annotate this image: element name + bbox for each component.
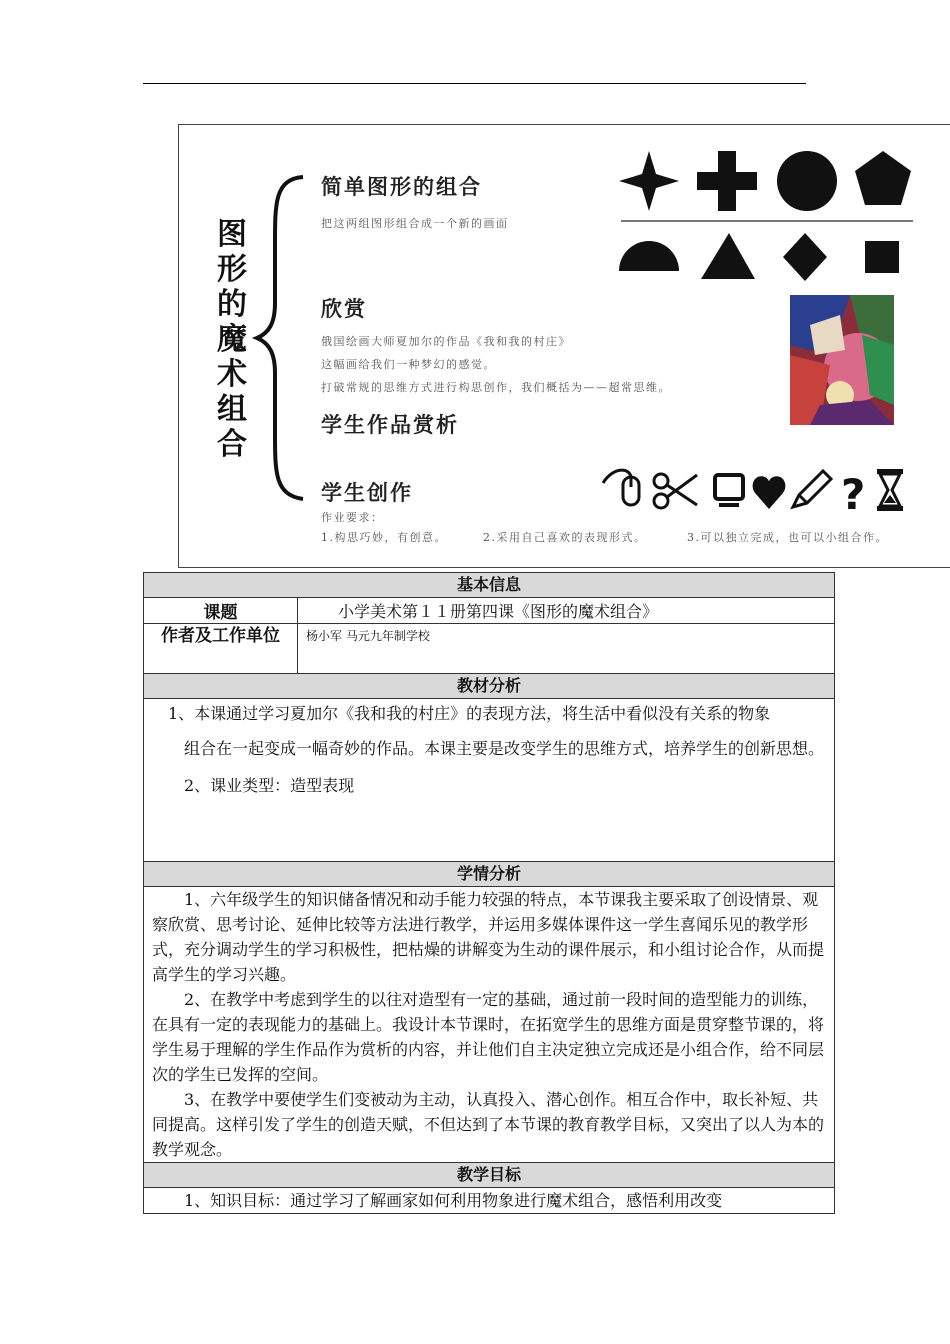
chagall-painting: [790, 295, 894, 425]
monitor-icon: [715, 475, 743, 505]
appreciation-line-2: 这幅画给我们一种梦幻的感觉。: [321, 358, 496, 371]
student-paragraph-2: 2、在教学中考虑到学生的以往对造型有一定的基础，通过前一段时间的造型能力的训练，在具有一定的表现能力的基础上。我设计本节课时，在拓宽学生的思维方面是贯穿整节课的，将学生易于理解的学生作品作为赏析的内容，并让他们自主决定独立完成还是小组合作，给不同层次的学生已发挥的空间。: [152, 990, 825, 1084]
section-text-shapes: 把这两组图形组合成一个新的画面: [321, 217, 509, 230]
section-heading-appreciation: 欣赏: [321, 297, 367, 321]
goal-paragraph-1: 1、知识目标：通过学习了解画家如何利用物象进行魔术组合，感悟利用改变: [184, 1191, 723, 1210]
material-analysis-header: 教材分析: [144, 674, 835, 699]
topic-label: 课题: [144, 598, 298, 624]
pencil-icon: [793, 471, 831, 507]
lesson-plan-table: [143, 572, 835, 1214]
student-analysis-body: [144, 887, 835, 1163]
hourglass-icon: [877, 469, 903, 511]
tool-icons: [599, 465, 919, 515]
author-value: 杨小军 马元九年制学校: [298, 624, 835, 674]
lesson-banner: [178, 124, 950, 568]
requirement-3: 3.可以独立完成，也可以小组合作。: [687, 531, 888, 544]
banner-vertical-title: 图形的魔术组合: [217, 217, 247, 462]
curly-brace: [251, 173, 311, 503]
material-paragraph-1: 1、本课通过学习夏加尔《我和我的村庄》的表现方法，将生活中看似没有关系的物象: [168, 704, 771, 723]
pentagon-icon: [855, 151, 911, 205]
teaching-goals-header: 教学目标: [144, 1163, 835, 1188]
question-icon: ?: [841, 470, 866, 515]
appreciation-line-3: 打破常规的思维方式进行构思创作，我们概括为——超常思维。: [321, 381, 671, 394]
requirement-1: 1.构思巧妙，有创意。: [321, 531, 447, 544]
section-heading-creation: 学生创作: [321, 481, 413, 505]
requirement-2: 2.采用自己喜欢的表现形式。: [483, 531, 647, 544]
material-paragraph-3: 2、课业类型：造型表现: [184, 776, 355, 795]
top-rule: [143, 83, 806, 84]
square-icon: [865, 241, 899, 273]
diamond-icon: [783, 233, 827, 281]
teaching-goals-body: [144, 1188, 835, 1214]
mouse-icon: [603, 470, 639, 505]
circle-icon: [777, 151, 837, 211]
section-heading-student-works: 学生作品赏析: [321, 413, 459, 437]
star-icon: [619, 151, 679, 211]
material-paragraph-2: 组合在一起变成一幅奇妙的作品。本课主要是改变学生的思维方式，培养学生的创新思想。: [184, 739, 825, 758]
basic-info-header: 基本信息: [144, 573, 835, 598]
student-paragraph-3: 3、在教学中要使学生们变被动为主动，认真投入、潜心创作。相互合作中，取长补短、共同提高。这样引发了学生的创造天赋，不但达到了本节课的教育教学目标，又突出了以人为本的教学观念。: [152, 1090, 825, 1159]
author-label: 作者及工作单位: [144, 624, 298, 674]
requirements-label: 作业要求：: [321, 511, 384, 524]
student-analysis-header: 学情分析: [144, 862, 835, 887]
heart-icon: [753, 476, 786, 509]
scissors-icon: [654, 474, 697, 508]
appreciation-line-1: 俄国绘画大师夏加尔的作品《我和我的村庄》: [321, 335, 571, 348]
triangle-icon: [701, 233, 755, 279]
material-analysis-body: [144, 699, 835, 862]
section-heading-shapes: 简单图形的组合: [321, 175, 482, 199]
cross-icon: [697, 151, 757, 211]
shape-icons: [615, 147, 915, 287]
semicircle-icon: [619, 241, 679, 271]
topic-value: 小学美术第１１册第四课《图形的魔术组合》: [298, 598, 835, 624]
student-paragraph-1: 1、六年级学生的知识储备情况和动手能力较强的特点，本节课我主要采取了创设情景、观察欣赏、思考讨论、延伸比较等方法进行教学，并运用多媒体课件这一学生喜闻乐见的教学形式，充分调动学生的学习积极性，把枯燥的讲解变为生动的课件展示，和小组讨论合作，从而提高学生的学习兴趣。: [152, 890, 825, 984]
